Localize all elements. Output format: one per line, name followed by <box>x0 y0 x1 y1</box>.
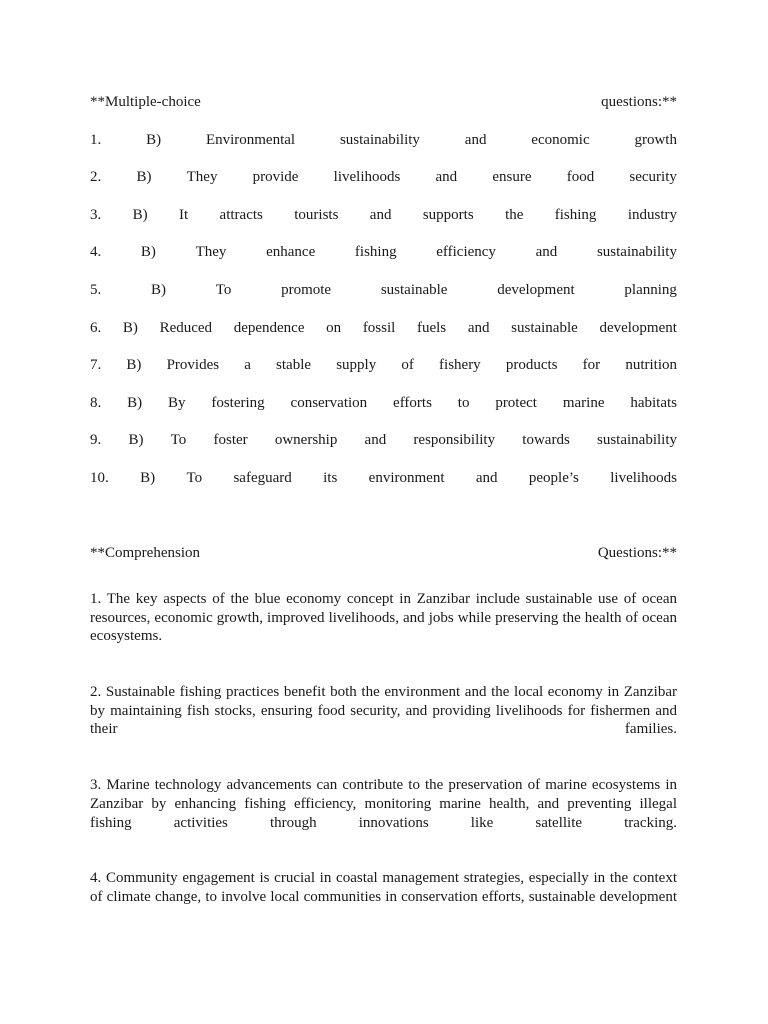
mc-answer-word: B) <box>122 319 138 336</box>
mc-answer-word: ownership <box>274 432 338 449</box>
mc-answer-word: tourists <box>294 206 339 223</box>
mc-answer-word: and <box>464 131 487 148</box>
mc-answer-word: To <box>170 432 187 449</box>
mc-answer-word: B) <box>150 281 166 298</box>
document-page <box>90 92 677 944</box>
mc-answer-word: efficiency <box>436 244 496 261</box>
mc-answer-word: B) <box>126 357 142 374</box>
mc-heading-left: **Multiple-choice <box>90 94 201 110</box>
mc-answer-word: towards <box>522 432 570 449</box>
mc-answer-word: food <box>566 169 595 186</box>
mc-answer-word: 2. <box>90 169 102 186</box>
mc-heading-right: questions:** <box>601 94 677 110</box>
mc-answer-word: on <box>326 319 342 336</box>
mc-answer-word: fostering <box>211 394 265 411</box>
mc-answer-word: and <box>467 319 490 336</box>
comp-answer-2: 2. Sustainable fishing practices benefit both the environment and the local economy in Zanzibar by maintaining fish stocks, ensuring food security, and providing livelihoods for fishermen and their families. <box>90 684 677 738</box>
mc-answer-word: sustainable <box>511 319 578 336</box>
mc-answer-10 <box>90 468 677 488</box>
mc-answer-word: B) <box>140 244 156 261</box>
mc-answer-word: promote <box>281 281 332 298</box>
mc-answer-word: sustainable <box>380 281 448 298</box>
mc-answer-6 <box>90 318 677 338</box>
mc-answer-word: B) <box>127 394 143 411</box>
mc-answer-9 <box>90 430 677 450</box>
mc-answer-word: They <box>195 244 227 261</box>
mc-answer-word: the <box>505 206 524 223</box>
comp-answer-3: 3. Marine technology advancements can contribute to the preservation of marine ecosystems in Zanzibar by enhancing fishing efficiency, monitoring marine health, and preventing illegal fishing activities through innovations like satellite tracking. <box>90 777 677 831</box>
mc-answer-word: attracts <box>219 206 263 223</box>
mc-answer-word: and <box>364 432 387 449</box>
mc-answer-word: fishery <box>439 357 481 374</box>
mc-answer-word: supports <box>422 206 474 223</box>
mc-answer-word: a <box>244 357 251 374</box>
mc-answer-word: dependence <box>233 319 305 336</box>
mc-answer-word: 7. <box>90 357 102 374</box>
mc-answer-word: for <box>582 357 601 374</box>
mc-answer-word: B) <box>128 432 144 449</box>
mc-answer-word: development <box>599 319 677 336</box>
mc-answer-7 <box>90 355 677 375</box>
mc-answer-word: 3. <box>90 206 102 223</box>
mc-answer-word: sustainability <box>339 131 420 148</box>
mc-answer-word: stable <box>276 357 312 374</box>
mc-answer-word: fishing <box>354 244 397 261</box>
mc-answer-word: and <box>369 206 392 223</box>
mc-answer-word: B) <box>140 469 156 486</box>
mc-answer-word: livelihoods <box>333 169 401 186</box>
comp-section-heading <box>90 543 677 563</box>
mc-answer-list <box>90 130 677 488</box>
mc-answer-word: 1. <box>90 131 102 148</box>
mc-answer-word: foster <box>213 432 248 449</box>
mc-answer-word: environment <box>368 469 445 486</box>
mc-answer-word: and <box>535 244 558 261</box>
mc-answer-word: products <box>505 357 558 374</box>
mc-answer-word: planning <box>624 281 677 298</box>
mc-answer-word: people’s <box>528 469 579 486</box>
mc-answer-word: growth <box>634 131 677 148</box>
mc-answer-word: Reduced <box>159 319 213 336</box>
mc-answer-word: nutrition <box>625 357 677 374</box>
mc-answer-word: marine <box>562 394 605 411</box>
mc-answer-word: 8. <box>90 394 102 411</box>
mc-answer-word: livelihoods <box>610 469 677 486</box>
mc-answer-word: 5. <box>90 281 102 298</box>
mc-answer-word: and <box>435 169 458 186</box>
mc-answer-word: responsibility <box>413 432 496 449</box>
mc-answer-word: It <box>179 206 189 223</box>
mc-answer-8 <box>90 393 677 413</box>
mc-answer-word: conservation <box>290 394 368 411</box>
mc-answer-word: safeguard <box>233 469 292 486</box>
mc-answer-word: development <box>497 281 575 298</box>
mc-answer-word: By <box>167 394 186 411</box>
mc-answer-word: fishing <box>554 206 597 223</box>
mc-answer-2 <box>90 167 677 187</box>
mc-answer-word: 6. <box>90 319 102 336</box>
mc-answer-word: B) <box>136 169 152 186</box>
mc-answer-word: B) <box>132 206 148 223</box>
mc-answer-word: To <box>186 469 203 486</box>
mc-answer-word: provide <box>252 169 299 186</box>
mc-answer-word: security <box>629 169 677 186</box>
mc-answer-word: and <box>475 469 498 486</box>
mc-answer-word: 9. <box>90 432 102 449</box>
mc-answer-3 <box>90 205 677 225</box>
comp-heading-right: Questions:** <box>597 544 677 561</box>
mc-answer-word: Provides <box>166 357 220 374</box>
mc-answer-word: efforts <box>393 394 432 411</box>
mc-answer-1 <box>90 130 677 150</box>
mc-answer-word: its <box>323 469 338 486</box>
mc-answer-word: sustainability <box>597 432 677 449</box>
mc-answer-word: B) <box>146 131 162 148</box>
mc-answer-word: sustainability <box>596 244 677 261</box>
mc-answer-word: They <box>186 169 218 186</box>
mc-answer-5 <box>90 280 677 300</box>
mc-answer-word: ensure <box>492 169 532 186</box>
mc-answer-word: to <box>457 394 470 411</box>
mc-answer-word: of <box>401 357 414 374</box>
mc-section-heading <box>90 92 677 112</box>
mc-answer-word: Environmental <box>205 131 296 148</box>
comp-answer-1: 1. The key aspects of the blue economy concept in Zanzibar include sustainable use of ocean resources, economic growth, improved livelihoods, and jobs while preserving the health of ocean ecosystems. <box>90 590 677 645</box>
mc-answer-word: To <box>215 281 232 298</box>
mc-answer-word: enhance <box>266 244 316 261</box>
mc-answer-word: 10. <box>90 469 109 486</box>
mc-answer-word: protect <box>495 394 537 411</box>
mc-answer-word: habitats <box>630 394 677 411</box>
mc-answer-4 <box>90 242 677 262</box>
comp-answer-4: 4. Community engagement is crucial in coastal management strategies, especially in the context of climate change, to involve local communities in conservation efforts, sustainable development <box>90 870 677 905</box>
mc-answer-word: industry <box>627 206 677 223</box>
comprehension-section <box>90 543 677 907</box>
mc-answer-word: fuels <box>416 319 447 336</box>
mc-answer-word: supply <box>336 357 377 374</box>
mc-answer-word: fossil <box>362 319 396 336</box>
mc-answer-word: economic <box>531 131 590 148</box>
comp-heading-left: **Comprehension <box>90 544 200 561</box>
mc-answer-word: 4. <box>90 244 102 261</box>
